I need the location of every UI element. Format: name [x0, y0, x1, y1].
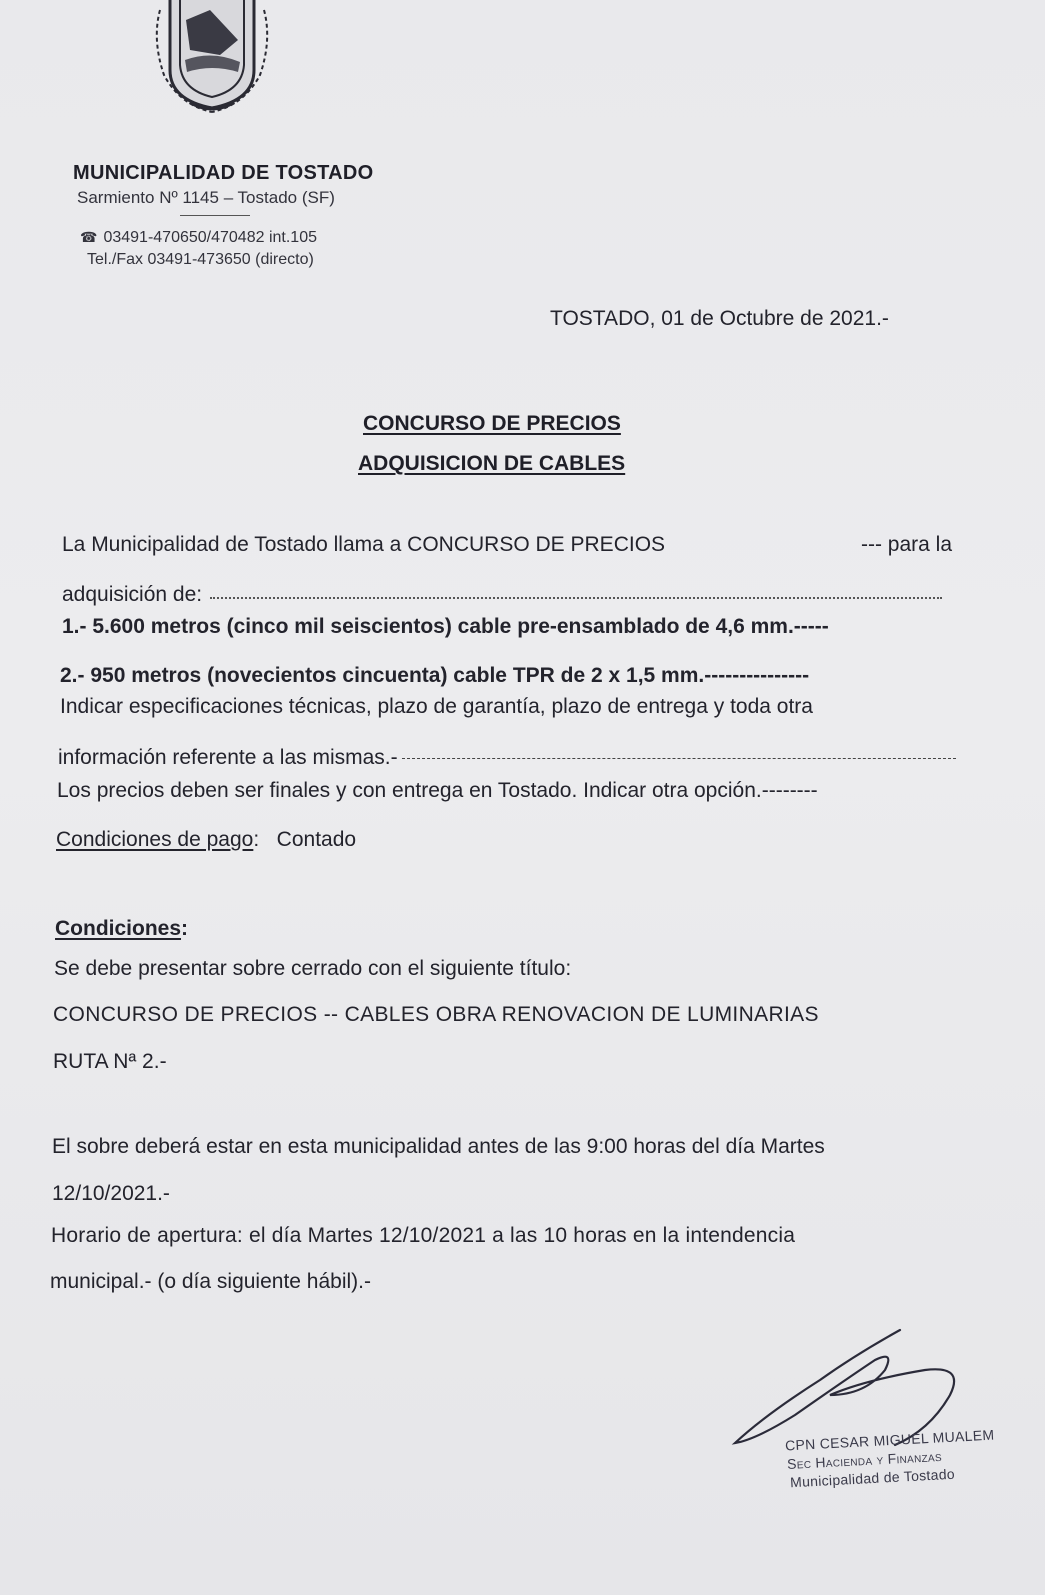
specifications-line-1: Indicar especificaciones técnicas, plazo de garantía, plazo de entrega y toda otra: [60, 695, 813, 718]
municipal-seal-logo: [150, 0, 275, 115]
header-divider: [180, 215, 250, 216]
conditions-line-1: Se debe presentar sobre cerrado con el siguiente título:: [54, 957, 572, 980]
intro-line-1: [62, 533, 952, 557]
deadline-line-2: 12/10/2021.-: [52, 1182, 170, 1205]
payment-conditions: Condiciones de pago: Contado: [56, 828, 357, 851]
specifications-text: información referente a las mismas.-: [58, 746, 398, 769]
payment-label: Condiciones de pago: [56, 828, 254, 851]
conditions-line-2: CONCURSO DE PRECIOS -- CABLES OBRA RENOVACION DE LUMINARIAS: [53, 1003, 819, 1026]
telephone-icon: ☎: [80, 229, 98, 245]
intro-line-2: [62, 583, 942, 607]
opening-line-2: municipal.- (o día siguiente hábil).-: [50, 1270, 371, 1293]
fax-line: Tel./Fax 03491-473650 (directo): [87, 251, 314, 268]
document-subtitle: ADQUISICION DE CABLES: [358, 452, 626, 475]
acquisition-label: adquisición de:: [62, 583, 203, 606]
conditions-label: Condiciones: [55, 917, 182, 940]
item-2: 2.- 950 metros (novecientos cincuenta) cable TPR de 2 x 1,5 mm.---------------: [60, 664, 810, 687]
signatory-role: Sec Hacienda y Finanzas: [786, 1447, 943, 1473]
item-1: 1.- 5.600 metros (cinco mil seiscientos) cable pre-ensamblado de 4,6 mm.-----: [62, 615, 829, 638]
conditions-heading: Condiciones:: [55, 917, 189, 940]
conditions-line-3: RUTA Nª 2.-: [53, 1050, 167, 1073]
signatory-organization: Municipalidad de Tostado: [789, 1465, 956, 1491]
organization-address: Sarmiento Nº 1145 – Tostado (SF): [77, 188, 335, 207]
dotted-fill: [210, 583, 942, 599]
specifications-line-2: [58, 746, 956, 770]
intro-text: La Municipalidad de Tostado llama a CONCURSO DE PRECIOS: [62, 533, 666, 556]
phone-line: [80, 229, 317, 247]
deadline-line-1: El sobre deberá estar en esta municipalidad antes de las 9:00 horas del día Martes: [52, 1135, 825, 1158]
document-date: TOSTADO, 01 de Octubre de 2021.-: [550, 307, 889, 330]
dashed-fill: [402, 746, 956, 759]
intro-text-end: --- para la: [860, 533, 952, 556]
organization-name: MUNICIPALIDAD DE TOSTADO: [73, 162, 374, 184]
document-title: CONCURSO DE PRECIOS: [363, 412, 621, 435]
signatory-name: CPN CESAR MIGUEL MUALEM: [784, 1426, 995, 1454]
opening-line-1: Horario de apertura: el día Martes 12/10/2021 a las 10 horas en la intendencia: [51, 1224, 796, 1247]
phone-number: 03491-470650/470482 int.105: [103, 229, 317, 246]
payment-value: Contado: [276, 828, 357, 851]
prices-line: Los precios deben ser finales y con entrega en Tostado. Indicar otra opción.--------: [57, 779, 818, 802]
